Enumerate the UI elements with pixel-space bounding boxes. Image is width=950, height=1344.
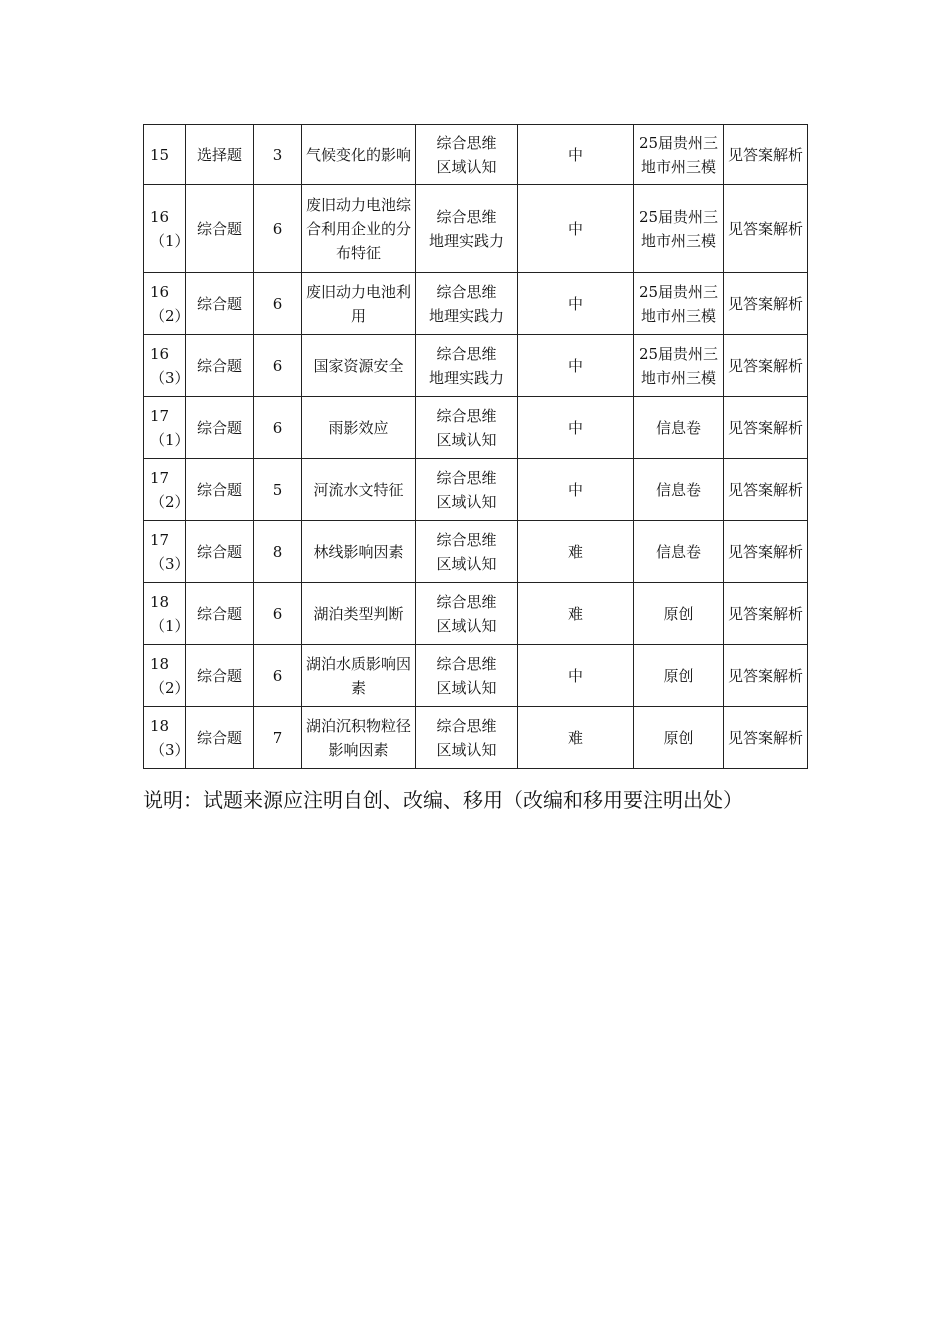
question-score-cell: 7	[254, 707, 302, 769]
table-row	[144, 397, 808, 459]
question-table	[143, 124, 808, 769]
answer-ref-cell: 见答案解析	[724, 273, 808, 335]
question-source-cell: 信息卷	[634, 397, 724, 459]
difficulty-cell: 中	[518, 645, 634, 707]
question-number-cell: 15	[144, 125, 186, 185]
question-type-cell: 选择题	[186, 125, 254, 185]
question-score-cell: 6	[254, 273, 302, 335]
answer-ref-cell: 见答案解析	[724, 459, 808, 521]
core-literacy-cell: 综合思维 地理实践力	[416, 185, 518, 273]
knowledge-point-cell: 国家资源安全	[302, 335, 416, 397]
core-literacy-cell: 综合思维 区域认知	[416, 397, 518, 459]
question-score-cell: 6	[254, 583, 302, 645]
answer-ref-cell: 见答案解析	[724, 397, 808, 459]
difficulty-cell: 中	[518, 185, 634, 273]
question-source-cell: 25届贵州三地市州三模	[634, 185, 724, 273]
question-score-cell: 6	[254, 397, 302, 459]
knowledge-point-cell: 气候变化的影响	[302, 125, 416, 185]
knowledge-point-cell: 湖泊类型判断	[302, 583, 416, 645]
question-score-cell: 5	[254, 459, 302, 521]
difficulty-cell: 难	[518, 521, 634, 583]
answer-ref-cell: 见答案解析	[724, 583, 808, 645]
table-row	[144, 645, 808, 707]
question-number-cell: 18（3）	[144, 707, 186, 769]
core-literacy-cell: 综合思维 区域认知	[416, 583, 518, 645]
knowledge-point-cell: 湖泊沉积物粒径影响因素	[302, 707, 416, 769]
question-type-cell: 综合题	[186, 707, 254, 769]
core-literacy-cell: 综合思维 区域认知	[416, 521, 518, 583]
difficulty-cell: 中	[518, 397, 634, 459]
knowledge-point-cell: 雨影效应	[302, 397, 416, 459]
question-number-cell: 18（1）	[144, 583, 186, 645]
difficulty-cell: 中	[518, 459, 634, 521]
core-literacy-cell: 综合思维 区域认知	[416, 125, 518, 185]
question-type-cell: 综合题	[186, 397, 254, 459]
question-number-cell: 16（3）	[144, 335, 186, 397]
knowledge-point-cell: 河流水文特征	[302, 459, 416, 521]
table-row	[144, 583, 808, 645]
answer-ref-cell: 见答案解析	[724, 185, 808, 273]
difficulty-cell: 中	[518, 125, 634, 185]
table-row	[144, 335, 808, 397]
question-number-cell: 17（1）	[144, 397, 186, 459]
difficulty-cell: 中	[518, 273, 634, 335]
question-score-cell: 3	[254, 125, 302, 185]
core-literacy-cell: 综合思维 区域认知	[416, 645, 518, 707]
difficulty-cell: 难	[518, 583, 634, 645]
core-literacy-cell: 综合思维 地理实践力	[416, 273, 518, 335]
question-number-cell: 17（3）	[144, 521, 186, 583]
question-type-cell: 综合题	[186, 521, 254, 583]
difficulty-cell: 难	[518, 707, 634, 769]
question-source-cell: 信息卷	[634, 521, 724, 583]
table-row	[144, 125, 808, 185]
difficulty-cell: 中	[518, 335, 634, 397]
knowledge-point-cell: 林线影响因素	[302, 521, 416, 583]
question-source-cell: 信息卷	[634, 459, 724, 521]
question-source-cell: 原创	[634, 583, 724, 645]
question-source-cell: 25届贵州三地市州三模	[634, 273, 724, 335]
core-literacy-cell: 综合思维 区域认知	[416, 707, 518, 769]
answer-ref-cell: 见答案解析	[724, 521, 808, 583]
question-score-cell: 8	[254, 521, 302, 583]
answer-ref-cell: 见答案解析	[724, 335, 808, 397]
knowledge-point-cell: 湖泊水质影响因素	[302, 645, 416, 707]
question-type-cell: 综合题	[186, 273, 254, 335]
core-literacy-cell: 综合思维 区域认知	[416, 459, 518, 521]
answer-ref-cell: 见答案解析	[724, 645, 808, 707]
question-source-cell: 25届贵州三地市州三模	[634, 125, 724, 185]
note-text: 说明：试题来源应注明自创、改编、移用（改编和移用要注明出处）	[143, 788, 743, 812]
question-source-cell: 原创	[634, 707, 724, 769]
question-type-cell: 综合题	[186, 335, 254, 397]
question-type-cell: 综合题	[186, 583, 254, 645]
table-body	[144, 125, 808, 769]
question-number-cell: 16（2）	[144, 273, 186, 335]
table-row	[144, 459, 808, 521]
question-type-cell: 综合题	[186, 459, 254, 521]
answer-ref-cell: 见答案解析	[724, 125, 808, 185]
question-type-cell: 综合题	[186, 185, 254, 273]
question-score-cell: 6	[254, 645, 302, 707]
question-number-cell: 16（1）	[144, 185, 186, 273]
table-row	[144, 185, 808, 273]
question-score-cell: 6	[254, 185, 302, 273]
core-literacy-cell: 综合思维 地理实践力	[416, 335, 518, 397]
knowledge-point-cell: 废旧动力电池综合利用企业的分布特征	[302, 185, 416, 273]
table-row	[144, 707, 808, 769]
question-number-cell: 18（2）	[144, 645, 186, 707]
answer-ref-cell: 见答案解析	[724, 707, 808, 769]
question-type-cell: 综合题	[186, 645, 254, 707]
table-row	[144, 521, 808, 583]
question-source-cell: 25届贵州三地市州三模	[634, 335, 724, 397]
question-number-cell: 17（2）	[144, 459, 186, 521]
question-score-cell: 6	[254, 335, 302, 397]
table-row	[144, 273, 808, 335]
question-source-cell: 原创	[634, 645, 724, 707]
knowledge-point-cell: 废旧动力电池利用	[302, 273, 416, 335]
